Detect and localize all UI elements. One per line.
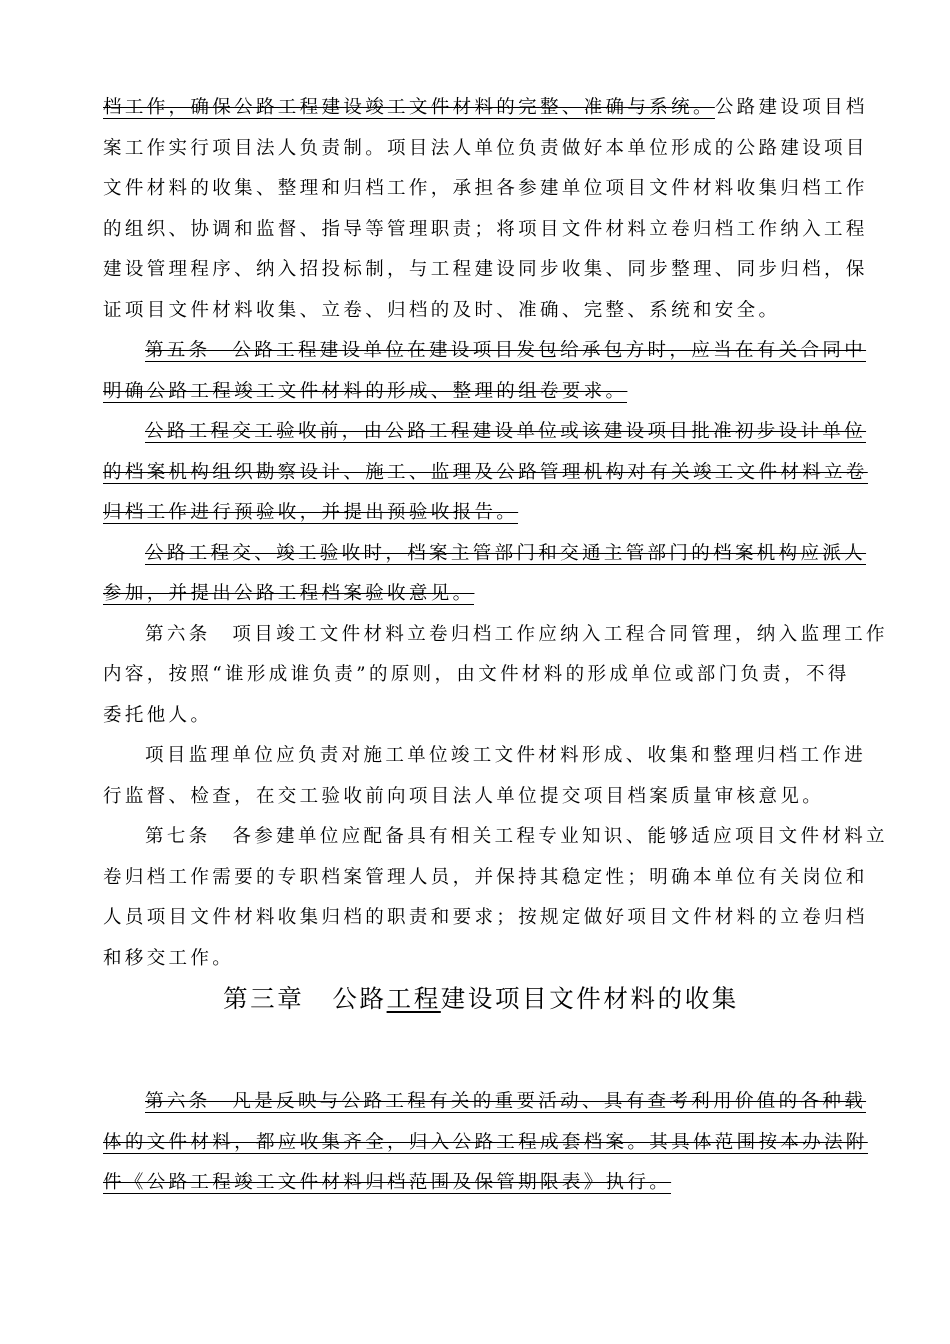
- chapter-heading: [103, 971, 859, 1027]
- chapter-number: 第三章: [223, 984, 305, 1013]
- text-line: [103, 534, 867, 575]
- text-line: [103, 372, 859, 413]
- text-line: [103, 412, 867, 453]
- text-line: 和移交工作。: [103, 947, 235, 969]
- text-line: 证项目文件材料收集、立卷、归档的及时、准确、完整、系统和安全。: [103, 299, 781, 321]
- document-page: [103, 88, 888, 1204]
- text-line: 行监督、检查，在交工验收前向项目法人单位提交项目档案质量审核意见。: [103, 785, 825, 807]
- deleted-text: 归档工作进行预验收，并提出预验收报告。: [103, 502, 519, 523]
- text-line: [103, 1163, 859, 1204]
- paragraph-collection-scope: [103, 1082, 868, 1204]
- text-line: 内容，按照“谁形成谁负责”的原则，由文件材料的形成单位或部门负责，不得: [103, 664, 850, 685]
- deleted-text: 第五条 公路工程建设单位在建设项目发包给承包方时，应当在有关合同中: [145, 340, 867, 361]
- text-line: [103, 453, 868, 494]
- text-line: 文件材料的收集、整理和归档工作，承担各参建单位项目文件材料收集归档工作: [103, 178, 868, 199]
- deleted-text: 的档案机构组织勘察设计、施工、监理及公路管理机构对有关竣工文件材料立卷: [103, 461, 868, 483]
- text-line: 的组织、协调和监督、指导等管理职责；将项目文件材料立卷归档工作纳入工程: [103, 218, 868, 240]
- text-line: 卷归档工作需要的专职档案管理人员，并保持其稳定性；明确本单位有关岗位和: [103, 866, 868, 888]
- chapter-title-part: 公路: [332, 984, 387, 1013]
- text-line: [103, 1082, 867, 1123]
- deleted-text: 件《公路工程竣工文件材料归档范围及保管期限表》执行。: [103, 1172, 672, 1193]
- deleted-text: 档工作，确保公路工程建设竣工文件材料的完整、准确与系统。: [103, 97, 715, 118]
- text-line: 第六条 项目竣工文件材料立卷归档工作应纳入工程合同管理，纳入监理工作: [145, 623, 888, 645]
- text-line: 案工作实行项目法人负责制。项目法人单位负责做好本单位形成的公路建设项目: [103, 137, 868, 159]
- paragraph-archive-responsibility: [103, 88, 868, 331]
- chapter-title-part: 建设项目文件材料的收集: [440, 984, 739, 1013]
- text-line: 项目监理单位应负责对施工单位竣工文件材料形成、收集和整理归档工作进: [145, 745, 867, 766]
- chapter-title-underlined: 工程: [386, 984, 441, 1013]
- text-line: [103, 88, 868, 129]
- paragraph-supervision: [103, 736, 867, 817]
- text-line: 委托他人。: [103, 704, 213, 726]
- deleted-text: 体的文件材料，都应收集齐全，归入公路工程成套档案。其具体范围按本办法附: [103, 1131, 868, 1153]
- paragraph-article-5: [103, 331, 867, 412]
- paragraph-article-6: [103, 615, 888, 737]
- text-line: [103, 331, 867, 372]
- text-line: 建设管理程序、纳入招投标制，与工程建设同步收集、同步整理、同步归档，保: [103, 259, 868, 280]
- deleted-text: 公路工程交、竣工验收时，档案主管部门和交通主管部门的档案机构应派人: [145, 542, 867, 564]
- deleted-text: 明确公路工程竣工文件材料的形成、整理的组卷要求。: [103, 380, 628, 402]
- text-line: [103, 574, 859, 615]
- paragraph-article-7: [103, 817, 888, 979]
- text-line: [103, 493, 859, 534]
- text-line: 第七条 各参建单位应配备具有相关工程专业知识、能够适应项目文件材料立: [145, 826, 888, 847]
- text-line: 人员项目文件材料收集归档的职责和要求；按规定做好项目文件材料的立卷归档: [103, 907, 868, 928]
- spacer: [103, 1027, 859, 1082]
- text: 公路建设项目档: [714, 97, 868, 118]
- paragraph-acceptance-participation: [103, 534, 867, 615]
- text-line: [103, 1123, 868, 1164]
- deleted-text: 参加，并提出公路工程档案验收意见。: [103, 583, 475, 604]
- deleted-text: 公路工程交工验收前，由公路工程建设单位或该建设项目批准初步设计单位: [145, 421, 867, 442]
- deleted-text: 第六条 凡是反映与公路工程有关的重要活动、具有查考利用价值的各种载: [145, 1091, 867, 1112]
- paragraph-pre-acceptance: [103, 412, 868, 534]
